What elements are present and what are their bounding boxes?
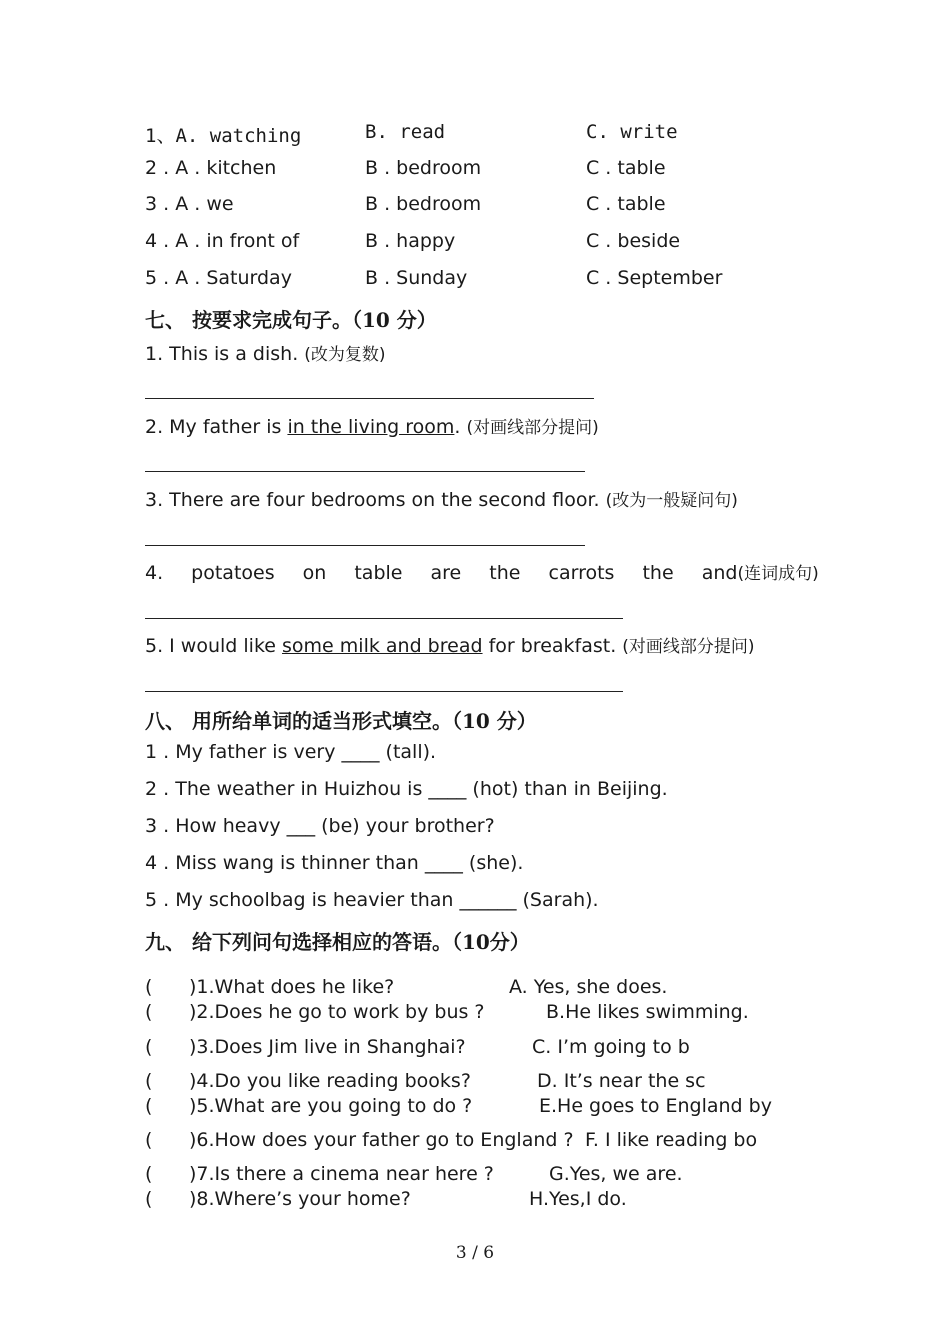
question-text-post: . — [454, 416, 467, 438]
question: )5.What are you going to do ? — [189, 1095, 473, 1117]
answer-blank-7-3[interactable] — [145, 545, 585, 546]
fill-item-1: 1 . My father is very ____ (tall). — [145, 741, 437, 763]
answer-paren[interactable]: ( — [145, 1163, 153, 1185]
option-b: B . bedroom — [365, 157, 482, 179]
question-text: 1. This is a dish. — [145, 343, 305, 365]
option-a: 5 . A . Saturday — [145, 267, 292, 289]
fill-item-4: 4 . Miss wang is thinner than ____ (she). — [145, 852, 524, 874]
underlined-phrase: some milk and bread — [282, 635, 483, 657]
option-c: C. write — [586, 121, 678, 143]
answer-paren[interactable]: ( — [145, 1129, 153, 1151]
question: )7.Is there a cinema near here ? — [189, 1163, 494, 1185]
option-b: B . happy — [365, 230, 456, 252]
answer-paren[interactable]: ( — [145, 1001, 153, 1023]
instruction-note: (连词成句) — [737, 564, 819, 584]
question-7-3 — [145, 486, 738, 511]
question: )3.Does Jim live in Shanghai? — [189, 1036, 466, 1058]
answer-option: C. I’m going to b — [532, 1036, 690, 1058]
option-c: C . September — [586, 267, 723, 289]
question: )6.How does your father go to England ? — [189, 1129, 574, 1151]
answer-blank-7-2[interactable] — [145, 471, 585, 472]
option-c: C . table — [586, 193, 666, 215]
answer-option: H.Yes,I do. — [529, 1188, 627, 1210]
question-7-2 — [145, 413, 599, 438]
scrambled-words: 4. potatoes on table are the carrots the and — [145, 562, 738, 584]
answer-paren[interactable]: ( — [145, 1188, 153, 1210]
instruction-note: (改为复数) — [304, 345, 386, 365]
answer-option: F. I like reading bo — [585, 1129, 758, 1151]
answer-blank-7-4[interactable] — [145, 618, 623, 619]
option-b: B. read — [365, 121, 446, 143]
answer-paren[interactable]: ( — [145, 976, 153, 998]
answer-blank-7-1[interactable] — [145, 398, 594, 399]
question-text-pre: 5. I would like — [145, 635, 283, 657]
question: )2.Does he go to work by bus ? — [189, 1001, 485, 1023]
option-c: C . table — [586, 157, 666, 179]
answer-option: B.He likes swimming. — [546, 1001, 749, 1023]
question: )1.What does he like? — [189, 976, 395, 998]
question-7-4 — [145, 559, 819, 584]
option-c: C . beside — [586, 230, 681, 252]
answer-option: E.He goes to England by — [539, 1095, 772, 1117]
option-b: B . Sunday — [365, 267, 468, 289]
underlined-phrase: in the living room — [287, 416, 455, 438]
fill-item-5: 5 . My schoolbag is heavier than ______ (Sarah). — [145, 889, 599, 911]
instruction-note: (改为一般疑问句) — [605, 491, 738, 511]
answer-blank-7-5[interactable] — [145, 691, 623, 692]
section-8-heading: 八、 用所给单词的适当形式填空。（10 分） — [145, 709, 537, 733]
section-9-heading: 九、 给下列问句选择相应的答语。（10分） — [145, 930, 530, 954]
option-a: 2 . A . kitchen — [145, 157, 277, 179]
fill-item-2: 2 . The weather in Huizhou is ____ (hot) than in Beijing. — [145, 778, 668, 800]
section-7-heading: 七、 按要求完成句子。（10 分） — [145, 308, 437, 332]
question-text: 3. There are four bedrooms on the second floor. — [145, 489, 606, 511]
instruction-note: (对画线部分提问) — [466, 418, 599, 438]
option-b: B . bedroom — [365, 193, 482, 215]
fill-item-3: 3 . How heavy ___ (be) your brother? — [145, 815, 495, 837]
answer-paren[interactable]: ( — [145, 1070, 153, 1092]
question-7-1 — [145, 340, 386, 365]
answer-option: G.Yes, we are. — [549, 1163, 683, 1185]
option-a: 1、A. watching — [145, 125, 302, 147]
question-7-5 — [145, 632, 755, 657]
option-a: 3 . A . we — [145, 193, 234, 215]
page-number: 3 / 6 — [455, 1243, 495, 1263]
answer-paren[interactable]: ( — [145, 1036, 153, 1058]
answer-option: D. It’s near the sc — [537, 1070, 706, 1092]
question-text-pre: 2. My father is — [145, 416, 288, 438]
question: )8.Where’s your home? — [189, 1188, 411, 1210]
option-a: 4 . A . in front of — [145, 230, 300, 252]
instruction-note: (对画线部分提问) — [622, 637, 755, 657]
question: )4.Do you like reading books? — [189, 1070, 471, 1092]
answer-option: A. Yes, she does. — [509, 976, 668, 998]
question-text-post: for breakfast. — [482, 635, 623, 657]
answer-paren[interactable]: ( — [145, 1095, 153, 1117]
